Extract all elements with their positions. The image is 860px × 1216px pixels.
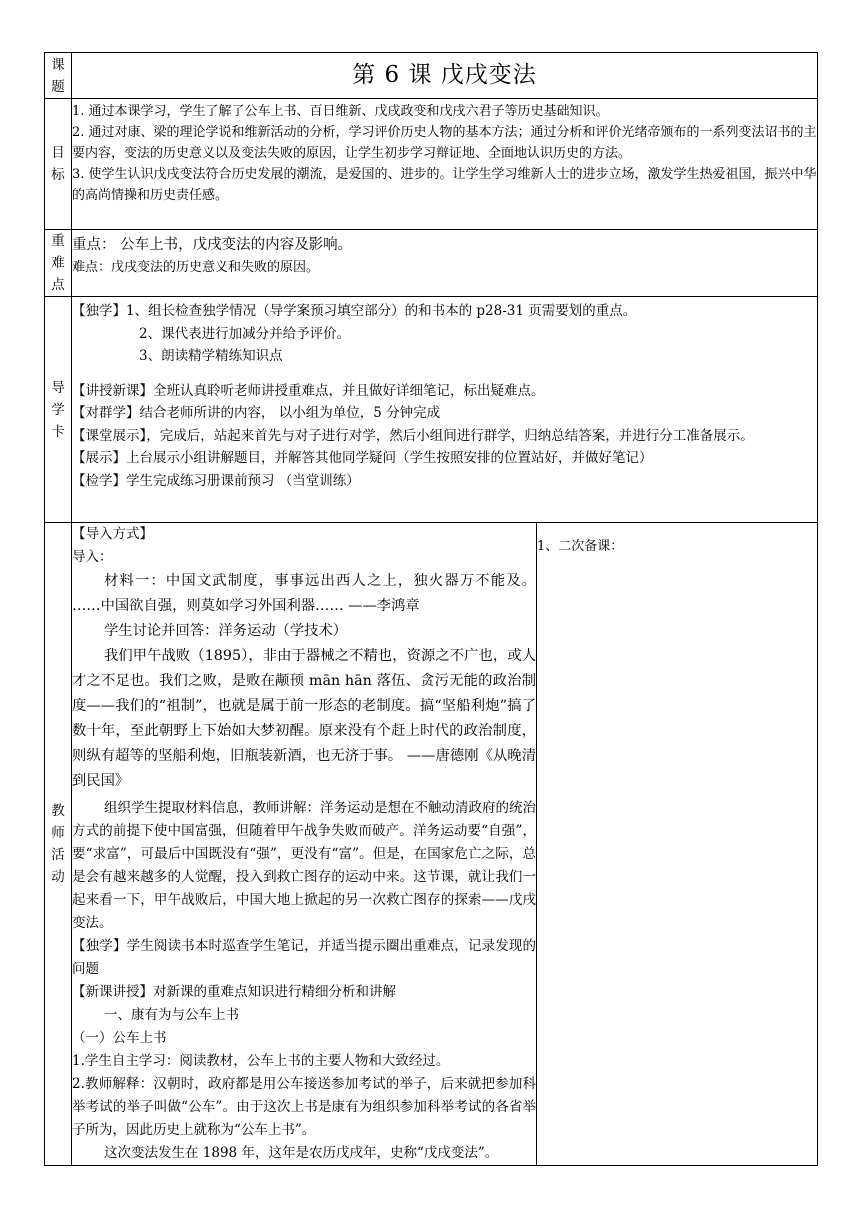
lesson-title: 第 6 课 戊戌变法	[72, 53, 818, 99]
teacher-activity-content	[72, 523, 537, 1166]
intro-label: 导入：	[72, 549, 113, 565]
goal-item: 1. 通过本课学习，学生了解了公车上书、百日维新、戊戌政变和戊戌六君子等历史基础知识。	[72, 104, 609, 119]
second-preparation-content	[537, 523, 818, 1166]
lesson-plan-table	[44, 52, 818, 1166]
keypoints-row	[45, 230, 818, 297]
guide-content	[72, 297, 818, 523]
title-label: 课 题	[45, 53, 72, 99]
guide-line: 【对群学】结合老师所讲的内容， 以小组为单位，5 分钟完成	[72, 405, 441, 421]
goal-item: 3. 使学生认识戊戌变法符合历史发展的潮流，是爱国的、进步的。让学生学习维新人士的进步立场，激发学生热爱祖国，振兴中华的高尚情操和历史责任感。	[72, 167, 817, 203]
second-preparation-label: 1、二次备课：	[537, 539, 624, 554]
keypoints-label: 重 难 点	[45, 230, 72, 297]
self-study-note: 【独学】学生阅读书本时巡查学生笔记，并适当提示圈出重难点，记录发现的问题	[72, 938, 536, 977]
step-note: 这次变法发生在 1898 年，这年是农历戊戌年，史称“戊戌变法”。	[104, 1145, 499, 1161]
guide-label: 导 学 卡	[45, 297, 72, 523]
keypoints-content	[72, 230, 818, 297]
material-two: 我们甲午战败（1895），非由于器械之不精也，资源之不广也，或人才之不足也。我们之败，是败在颟顸 mān hān 落伍、贪污无能的政治制度——我们的“祖制”，也就是属于前一形态的老制度。搞“坚船利炮”搞了数十年，至此朝野上下始如大梦初醒。原来没有个赶上时代的政治制度，则纵有超等的坚船利炮，旧瓶装新酒，也无济于事。 ——唐德刚《从晚清到民国》	[72, 648, 536, 789]
key-focus: 重点： 公车上书，戊戌变法的内容及影响。	[72, 237, 353, 253]
guide-row	[45, 297, 818, 523]
guide-line: 【讲授新课】全班认真聆听老师讲授重难点，并且做好详细笔记，标出疑难点。	[72, 382, 545, 399]
teacher-row	[45, 523, 818, 1166]
step-item: 2.教师解释：汉朝时，政府都是用公车接送参加考试的举子，后来就把参加科举考试的举子叫做“公车”。由于这次上书是康有为组织参加科举考试的各省举子所为，因此历史上就称为“公车上书”。	[72, 1076, 536, 1138]
teacher-label: 教 师 活 动	[45, 523, 72, 1166]
guide-line: 【独学】1、组长检查独学情况（导学案预习填空部分）的和书本的 p28-31 页需要划的重点。	[72, 303, 637, 319]
teacher-explanation: 组织学生提取材料信息，教师讲解：洋务运动是想在不触动清政府的统治方式的前提下使中国富强，但随着甲午战争失败而破产。洋务运动要“自强”，要“求富”，可最后中国既没有“强”，更没有“富”。但是，在国家危亡之际，总是会有越来越多的人觉醒，投入到救亡图存的运动中来。这节课，就让我们一起来看一下，甲午战败后，中国大地上掀起的另一次救亡图存的探索——戊戌变法。	[72, 800, 536, 931]
intro-heading: 【导入方式】	[72, 526, 153, 542]
goal-item: 2. 通过对康、梁的理论学说和维新活动的分析，学习评价历史人物的基本方法；通过分析和评价光绪帝颁布的一系列变法诏书的主要内容，变法的历史意义以及变法失败的原因，让学生初步学习辩证地、全面地认识历史的方法。	[72, 125, 817, 161]
step-item: 1.学生自主学习：阅读教材，公车上书的主要人物和大致经过。	[72, 1053, 450, 1069]
lesson-plan-sheet	[44, 52, 817, 1166]
key-difficulty: 难点：戊戌变法的历史意义和失败的原因。	[72, 260, 320, 275]
goals-content	[72, 99, 818, 230]
section-heading: 一、康有为与公车上书	[104, 1007, 239, 1023]
subsection-heading: （一）公车上书	[72, 1030, 167, 1046]
material-one-question: 学生讨论并回答：洋务运动（学技术）	[104, 623, 348, 639]
material-one: 材料一：中国文武制度，事事远出西人之上，独火器万不能及。 ……中国欲自强，则莫如学习外国利器…… ——李鸿章	[72, 573, 536, 614]
guide-line: 【检学】学生完成练习册课前预习 （当堂训练）	[72, 472, 360, 489]
goals-row	[45, 99, 818, 230]
guide-line: 【展示】上台展示小组讲解题目，并解答其他同学疑问（学生按照安排的位置站好，并做好笔记）	[72, 450, 653, 466]
title-row	[45, 53, 818, 99]
guide-line: 【课堂展示】，完成后，站起来首先与对子进行对学，然后小组间进行群学，归纳总结答案，并进行分工准备展示。	[72, 427, 754, 444]
new-lesson-heading: 【新课讲授】对新课的重难点知识进行精细分析和讲解	[72, 984, 396, 1000]
goals-label: 目 标	[45, 99, 72, 230]
guide-line: 3、朗读精学精练知识点	[139, 348, 283, 364]
guide-line: 2、课代表进行加减分并给予评价。	[139, 325, 351, 342]
